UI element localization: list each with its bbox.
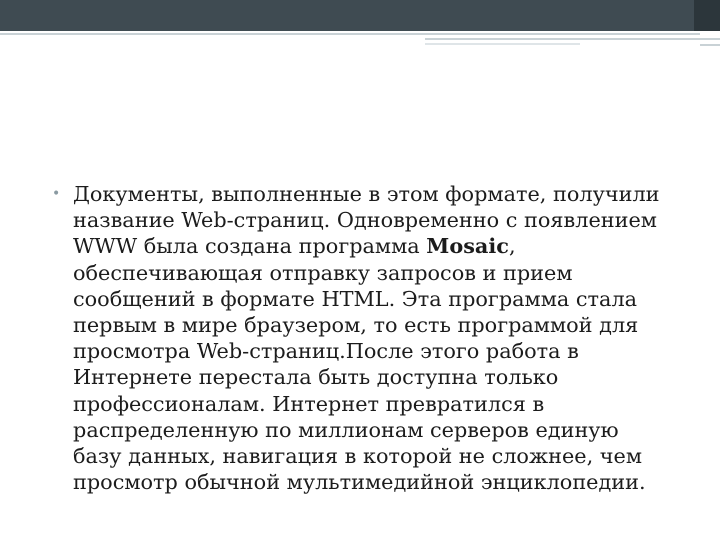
text-line: Интернете перестала быть доступна только <box>73 365 559 390</box>
text-line: просмотр обычной мультимедийной энциклопедии. <box>73 470 646 495</box>
text-line: первым в мире браузером, то есть программой для <box>73 313 639 338</box>
decorative-rule <box>0 33 700 35</box>
text-line: сообщений в формате HTML. Эта программа стала <box>73 286 638 311</box>
text-line: профессионалам. Интернет превратился в <box>73 391 545 416</box>
text-line: обеспечивающая отправку запросов и прием <box>73 260 573 285</box>
text-line: название Web-страниц. Одновременно с появлением <box>73 208 657 233</box>
text-line: базу данных, навигация в которой не сложнее, чем <box>73 444 643 469</box>
bullet-item <box>52 181 682 495</box>
decorative-rule <box>425 38 720 40</box>
text-line: просмотра Web-страниц.После этого работа в <box>73 339 579 364</box>
decorative-rule <box>700 44 720 46</box>
bullet-paragraph <box>73 181 682 495</box>
text-line: WWW была создана программа <box>73 234 427 259</box>
mosaic-bold-text: Mosaic <box>426 233 509 259</box>
header-accent <box>694 0 720 31</box>
header-band <box>0 0 720 31</box>
text-line: Документы, выполненные в этом формате, получили <box>73 182 660 206</box>
text-line: распределенную по миллионам серверов единую <box>73 417 619 442</box>
text-line: , <box>508 234 516 259</box>
slide-body <box>52 181 682 495</box>
decorative-rule <box>425 43 580 45</box>
bullet-icon: • <box>52 186 61 202</box>
